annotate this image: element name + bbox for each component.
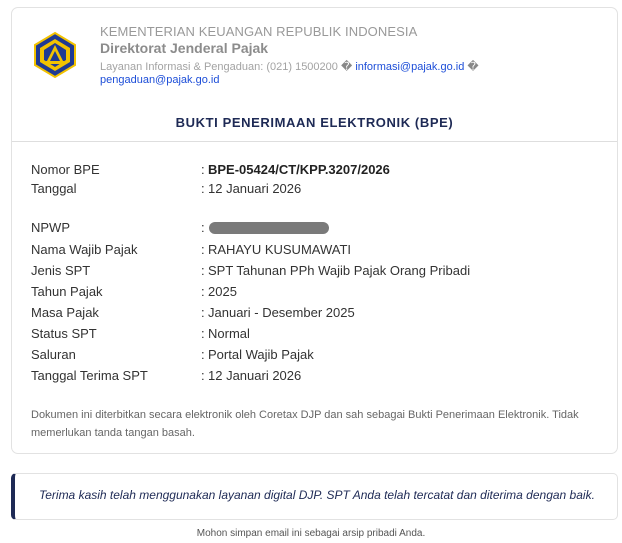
field-value: 2025 (208, 284, 237, 299)
field-value: 12 Januari 2026 (208, 368, 302, 383)
field-colon: : (201, 242, 205, 257)
field-label: Saluran (31, 347, 76, 362)
field-label: Nama Wajib Pajak (31, 242, 138, 257)
thank-you-text: Terima kasih telah menggunakan layanan digital DJP. SPT Anda telah tercatat dan diterima dengan baik. (39, 488, 595, 502)
row-saluran (31, 347, 601, 365)
contact-info (100, 61, 510, 87)
field-value: SPT Tahunan PPh Wajib Pajak Orang Pribadi (208, 263, 471, 278)
row-nama-wajib-pajak (31, 242, 601, 260)
field-colon: : (201, 162, 205, 177)
field-label: Status SPT (31, 326, 97, 341)
contact-prefix: Layanan Informasi & Pengaduan: (021) 1500200 (100, 61, 338, 73)
field-label: Tanggal Terima SPT (31, 368, 148, 383)
thank-you-banner (11, 473, 618, 520)
email-header (12, 8, 617, 142)
bpe-card (11, 7, 618, 454)
field-colon: : (201, 263, 205, 278)
footer-note: Mohon simpan email ini sebagai arsip pribadi Anda. (196, 528, 426, 539)
field-label: Tahun Pajak (31, 284, 103, 299)
field-label: Jenis SPT (31, 263, 91, 278)
email-info-link[interactable]: informasi@pajak.go.id (355, 61, 465, 73)
field-colon: : (201, 305, 205, 320)
row-tanggal-terima-spt (31, 368, 601, 386)
field-value: BPE-05424/CT/KPP.3207/2026 (208, 162, 390, 177)
email-complaint-link[interactable]: pengaduan@pajak.go.id (100, 74, 220, 86)
field-label: Tanggal (31, 181, 77, 196)
field-value: Portal Wajib Pajak (208, 347, 314, 362)
separator-glyph: � (340, 61, 353, 73)
field-label: NPWP (31, 220, 70, 235)
field-value: Normal (208, 326, 250, 341)
field-colon: : (201, 326, 205, 341)
ministry-name: KEMENTERIAN KEUANGAN REPUBLIK INDONESIA (100, 24, 418, 39)
row-masa-pajak (31, 305, 601, 323)
directorate-name: Direktorat Jenderal Pajak (100, 40, 269, 56)
row-tanggal (31, 181, 601, 199)
separator-glyph: � (467, 61, 479, 73)
field-label: Masa Pajak (31, 305, 99, 320)
field-value: 12 Januari 2026 (208, 181, 302, 196)
row-nomor-bpe (31, 162, 601, 180)
field-colon: : (201, 368, 205, 383)
kemenkeu-logo-icon (31, 31, 79, 79)
field-colon: : (201, 284, 205, 299)
field-value: Januari - Desember 2025 (208, 305, 355, 320)
document-title: BUKTI PENERIMAAN ELEKTRONIK (BPE) (175, 115, 454, 130)
row-tahun-pajak (31, 284, 601, 302)
field-colon: : (201, 220, 205, 235)
validity-note: Dokumen ini diterbitkan secara elektronik oleh Coretax DJP dan sah sebagai Bukti Penerimaan Elektronik. Tidak memerlukan tanda tangan basah. (31, 409, 579, 439)
field-colon: : (201, 181, 205, 196)
field-colon: : (201, 347, 205, 362)
redacted-npwp (209, 222, 329, 234)
row-status-spt (31, 326, 601, 344)
row-jenis-spt (31, 263, 601, 281)
row-npwp (31, 220, 601, 238)
field-label: Nomor BPE (31, 162, 100, 177)
field-value: RAHAYU KUSUMAWATI (208, 242, 352, 257)
